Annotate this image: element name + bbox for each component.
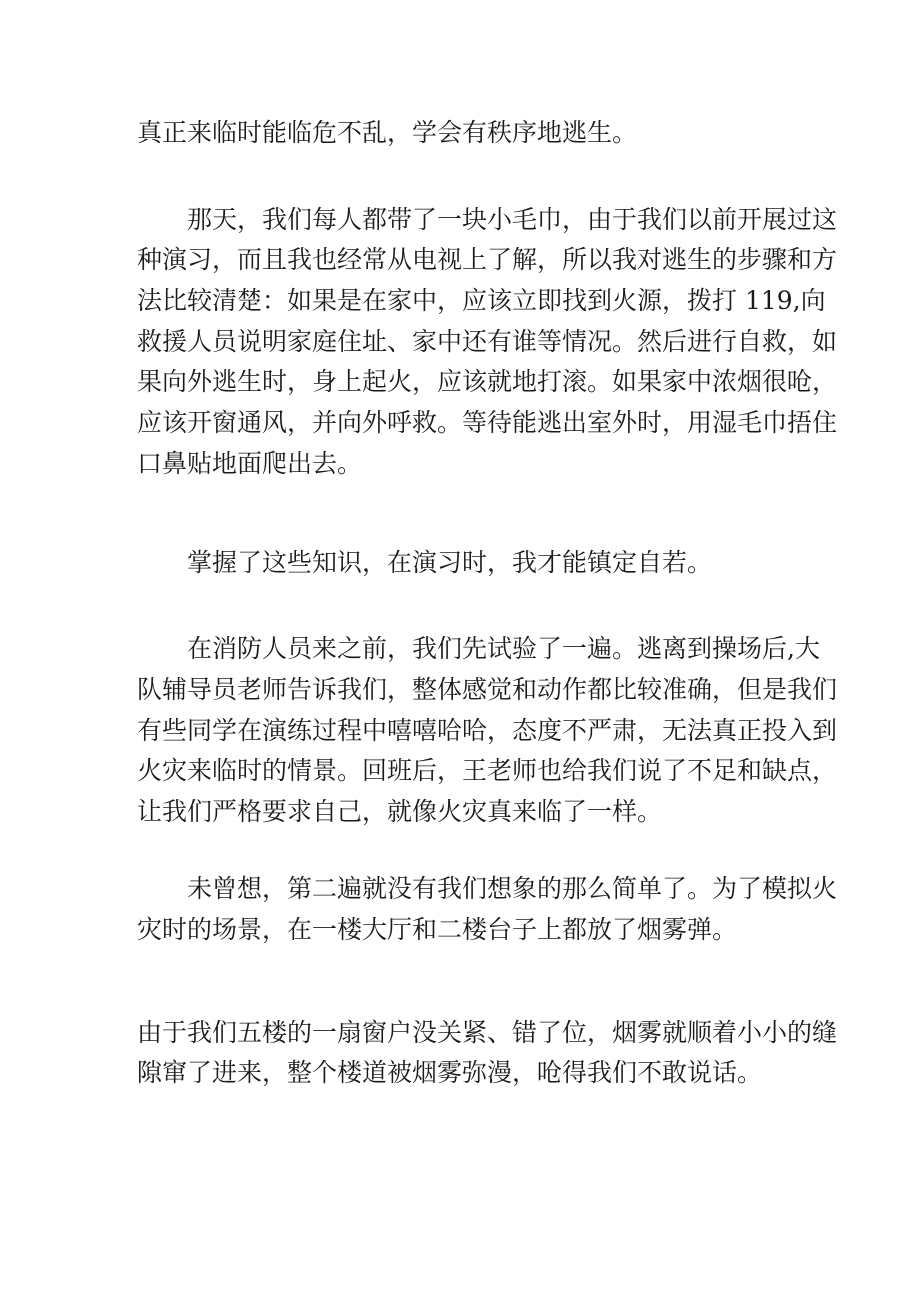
text-line: 口鼻贴地面爬出去。	[137, 449, 363, 478]
text-line: 灾时的场景，在一楼大厅和二楼台子上都放了烟雾弹。	[137, 915, 738, 944]
text-line: 让我们严格要求自己，就像火灾真来临了一样。	[137, 797, 663, 826]
text-line: 掌握了这些知识，在演习时，我才能镇定自若。	[187, 548, 713, 577]
text-line: 救援人员说明家庭住址、家中还有谁等情况。然后进行自救，如	[137, 327, 838, 356]
text-line: 由于我们五楼的一扇窗户没关紧、错了位，烟雾就顺着小小的缝	[137, 1018, 838, 1047]
text-line: 果向外逃生时，身上起火，应该就地打滚。如果家中浓烟很呛，	[137, 367, 838, 396]
text-line: 队辅导员老师告诉我们，整体感觉和动作都比较准确，但是我们	[137, 675, 838, 704]
text-line: 真正来临时能临危不乱，学会有秩序地逃生。	[137, 118, 638, 147]
text-line: 种演习，而且我也经常从电视上了解，所以我对逃生的步骤和方	[137, 245, 838, 274]
text-line: 法比较清楚：如果是在家中，应该立即找到火源，拨打 119,向	[137, 286, 826, 315]
text-line: 有些同学在演练过程中嘻嘻哈哈，态度不严肃，无法真正投入到	[137, 716, 838, 745]
text-line: 火灾来临时的情景。回班后，王老师也给我们说了不足和缺点，	[137, 756, 838, 785]
text-line: 应该开窗通风，并向外呼救。等待能逃出室外时，用湿毛巾捂住	[137, 408, 838, 437]
text-line: 在消防人员来之前，我们先试验了一遍。逃离到操场后,大	[187, 634, 820, 663]
text-line: 未曾想，第二遍就没有我们想象的那么简单了。为了模拟火	[187, 874, 838, 903]
text-line: 隙窜了进来，整个楼道被烟雾弥漫，呛得我们不敢说话。	[137, 1058, 763, 1087]
text-line: 那天，我们每人都带了一块小毛巾，由于我们以前开展过这	[187, 205, 838, 234]
